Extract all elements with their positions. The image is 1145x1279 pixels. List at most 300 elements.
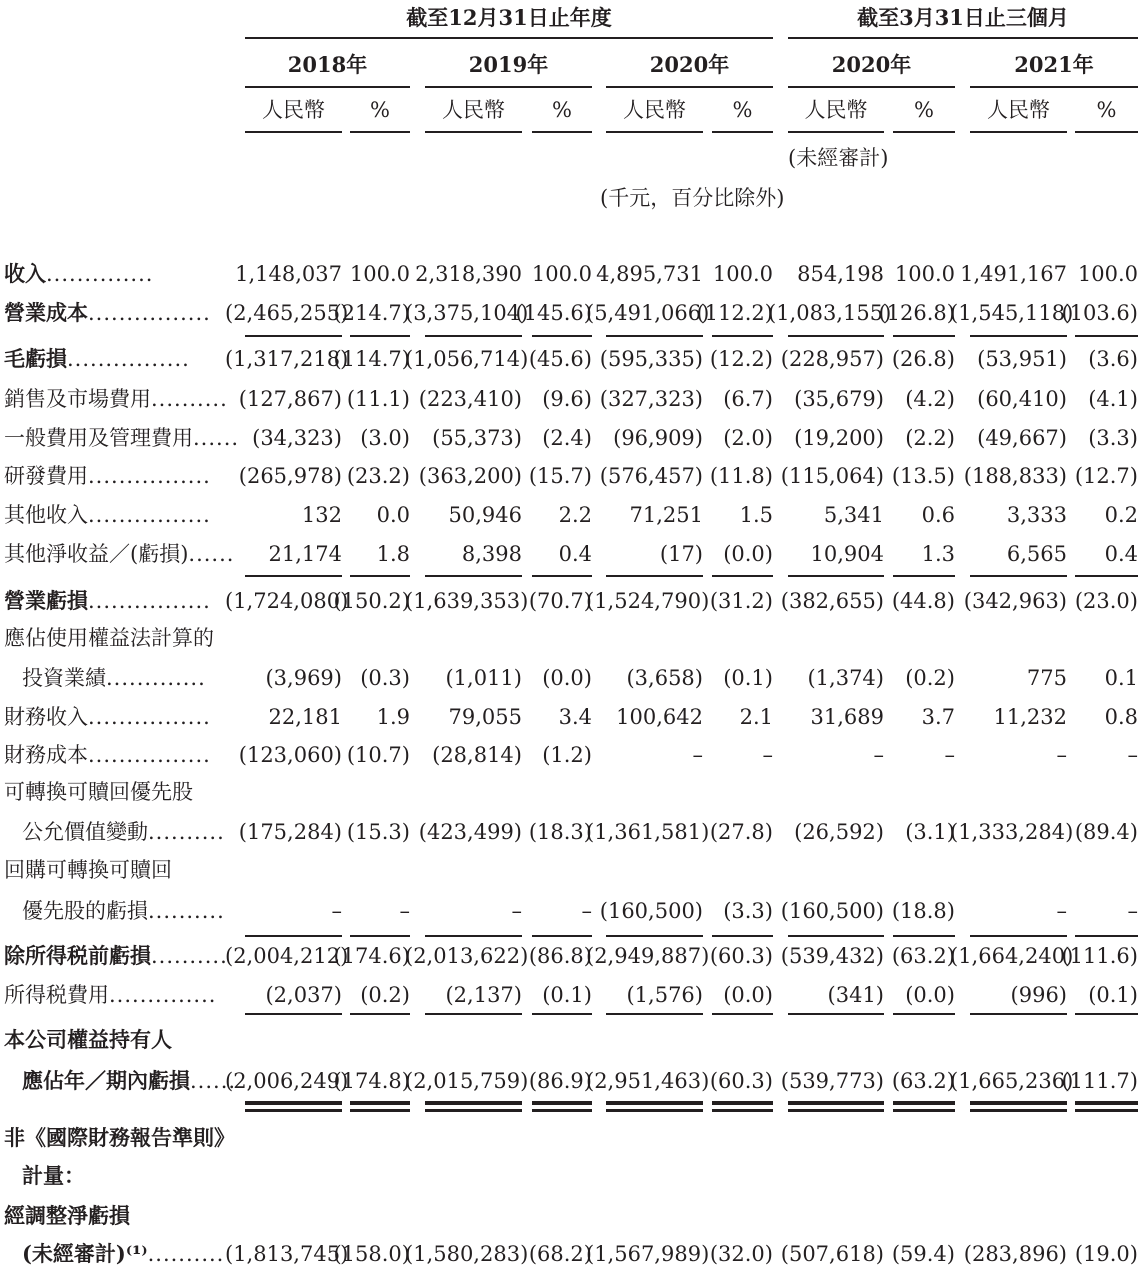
amount-cell: – [331,899,342,923]
divider [245,37,773,39]
amount-cell: (2,037) [265,983,342,1007]
amount-cell: 100,642 [616,705,703,729]
amount-cell: (1,083,155) [768,301,892,325]
rule-line [532,335,592,337]
amount-cell: 4,895,731 [596,262,703,286]
percent-cell: – [581,899,592,923]
row-label [4,589,211,613]
percent-cell: – [944,743,955,767]
divider [788,37,1138,39]
rule-line [788,131,884,133]
rule-line [350,335,410,337]
rule-line [245,335,342,337]
row-label-text: 公允價值變動 [22,820,148,844]
amount-cell: (2,951,463) [586,1069,710,1093]
percent-cell: (0.0) [542,666,592,690]
amount-cell: (1,011) [445,666,522,690]
percent-cell: 1.3 [921,542,955,566]
percent-cell: (44.8) [891,589,955,613]
amount-cell: – [511,899,522,923]
row-label [22,666,206,690]
currency-header: 人民幣 [987,98,1050,122]
amount-cell: (160,500) [599,899,703,923]
amount-cell: (341) [827,983,884,1007]
amount-cell: (1,545,118) [950,301,1074,325]
rule-line [425,335,522,337]
leader-dots: ...... [190,1069,237,1093]
amount-cell: (19,200) [794,426,884,450]
rule-line [893,131,955,133]
percent-cell: (12.7) [1074,464,1138,488]
year-header: 2021年 [1014,52,1094,77]
percent-cell: (112.2) [696,301,773,325]
percent-cell: (60.3) [709,1069,773,1093]
percent-cell: 3.4 [558,705,592,729]
row-label-text: 投資業績 [22,666,106,690]
rule-line [1075,335,1138,337]
amount-cell: (2,137) [445,983,522,1007]
amount-cell: 132 [301,503,342,527]
amount-cell: – [1056,743,1067,767]
percent-cell: 0.0 [376,503,410,527]
section-heading: 計量： [22,1163,85,1188]
amount-cell: (1,317,218) [225,347,349,371]
percent-cell: 1.8 [376,542,410,566]
rule-line [532,1013,592,1015]
percent-cell: (103.6) [1061,301,1138,325]
row-label-text: 毛虧損 [4,346,67,371]
percent-cell: (0.3) [360,666,410,690]
percent-cell: (23.0) [1074,589,1138,613]
rule-line [532,575,592,577]
amount-cell: (127,867) [238,387,342,411]
percent-cell: – [1127,743,1138,767]
percent-header: % [1096,98,1117,122]
double-rule-line [788,1101,884,1112]
row-label-prefix: 可轉換可贖回優先股 [4,780,193,804]
percent-cell: (15.7) [528,464,592,488]
row-label-prefix: 應佔使用權益法計算的 [4,626,214,650]
amount-cell: (34,323) [252,426,342,450]
amount-cell: 71,251 [629,503,703,527]
percent-cell: (0.0) [723,542,773,566]
percent-cell: (3.3) [1088,426,1138,450]
row-label [22,1069,236,1093]
row-label [4,464,211,488]
rule-line [788,1013,884,1015]
percent-header: % [732,98,753,122]
unaudited-label: (未經審計) [788,146,889,170]
percent-cell: (0.1) [723,666,773,690]
rule-line [788,935,884,937]
row-label-text: 財務收入 [4,705,88,729]
rule-line [1075,1013,1138,1015]
percent-cell: (4.2) [905,387,955,411]
row-label [22,820,225,844]
double-rule-line [245,1101,342,1112]
amount-cell: (283,896) [963,1242,1067,1266]
year-header: 2020年 [831,52,912,77]
rule-line [606,575,703,577]
row-label-text: 一般費用及管理費用 [4,426,193,450]
amount-cell: (382,655) [780,589,884,613]
percent-cell: (89.4) [1074,820,1138,844]
percent-cell: 0.1 [1104,666,1138,690]
rule-line [788,86,955,88]
amount-cell: (507,618) [780,1242,884,1266]
rule-line [1075,575,1138,577]
amount-cell: (3,969) [265,666,342,690]
currency-header: 人民幣 [623,98,686,122]
amount-cell: (2,004,212) [225,944,349,968]
percent-cell: (10.7) [346,743,410,767]
percent-cell: (31.2) [709,589,773,613]
row-label [4,301,211,325]
amount-cell: (3,375,104) [405,301,529,325]
leader-dots: ............. [106,666,206,690]
row-label [22,899,225,923]
double-rule-line [532,1101,592,1112]
percent-cell: (12.2) [709,347,773,371]
row-label-text: (未經審計)⁽¹⁾ [22,1241,148,1266]
percent-cell: (145.6) [515,301,592,325]
percent-cell: (18.8) [891,899,955,923]
percent-cell: 100.0 [894,262,955,286]
leader-dots: .......... [147,1242,225,1266]
percent-cell: 3.7 [921,705,955,729]
percent-cell: (11.1) [346,387,410,411]
leader-dots: .......... [151,387,228,411]
rule-line [606,1013,703,1015]
rule-line [970,935,1067,937]
leader-dots: ...... [188,542,235,566]
percent-cell: (2.2) [905,426,955,450]
leader-dots: .......... [151,944,228,968]
leader-dots: ................ [88,589,211,613]
amount-cell: (53,951) [977,347,1067,371]
amount-cell: (2,949,887) [586,944,710,968]
amount-cell: (576,457) [599,464,703,488]
row-label-text: 收入 [4,261,46,286]
amount-cell: (26,592) [794,820,884,844]
row-label [4,743,211,767]
amount-cell: (2,006,249) [225,1069,349,1093]
amount-cell: (996) [1010,983,1067,1007]
rule-line [788,335,884,337]
amount-cell: (188,833) [963,464,1067,488]
percent-cell: 100.0 [349,262,410,286]
percent-cell: (174.8) [333,1069,410,1093]
amount-cell: (265,978) [238,464,342,488]
row-label-text: 優先股的虧損 [22,899,148,923]
double-rule-line [893,1101,955,1112]
row-label [22,1242,224,1266]
amount-cell: (35,679) [794,387,884,411]
percent-cell: (63.2) [891,1069,955,1093]
row-label-text: 其他淨收益／(虧損) [4,542,189,566]
amount-cell: 79,055 [448,705,522,729]
percent-cell: (111.6) [1061,944,1138,968]
percent-cell: (3.0) [360,426,410,450]
percent-cell: – [399,899,410,923]
percent-cell: (70.7) [528,589,592,613]
percent-cell: (3.3) [723,899,773,923]
row-label-text: 研發費用 [4,464,88,488]
percent-cell: 1.9 [376,705,410,729]
percent-cell: (0.1) [542,983,592,1007]
percent-cell: 0.6 [921,503,955,527]
percent-cell: (4.1) [1088,387,1138,411]
amount-cell: (5,491,066) [586,301,710,325]
amount-cell: (342,963) [963,589,1067,613]
rule-line [425,86,592,88]
double-rule-line [1075,1101,1138,1112]
row-label-text: 財務成本 [4,743,88,767]
rule-line [350,131,410,133]
double-rule-line [350,1101,410,1112]
amount-cell: 8,398 [461,542,522,566]
leader-dots: ................ [88,705,211,729]
amount-cell: (17) [659,542,703,566]
percent-cell: (126.8) [878,301,955,325]
percent-cell: (27.8) [709,820,773,844]
rule-line [606,335,703,337]
rule-line [350,935,410,937]
row-label-text: 除所得税前虧損 [4,943,151,968]
leader-dots: ................ [88,301,211,325]
rule-line [712,575,773,577]
percent-cell: (11.8) [709,464,773,488]
row-label [4,944,228,968]
rule-line [712,335,773,337]
percent-cell: (0.2) [360,983,410,1007]
rule-line [606,935,703,937]
percent-cell: 2.2 [558,503,592,527]
currency-header: 人民幣 [262,98,325,122]
rule-line [606,86,773,88]
rule-line [425,575,522,577]
rule-line [1075,131,1138,133]
percent-cell: – [1127,899,1138,923]
double-rule-line [425,1101,522,1112]
amount-cell: 5,341 [823,503,884,527]
rule-line [532,131,592,133]
amount-cell: (228,957) [780,347,884,371]
amount-cell: 2,318,390 [415,262,522,286]
amount-cell: (1,664,240) [950,944,1074,968]
percent-cell: (0.0) [905,983,955,1007]
percent-cell: (214.7) [333,301,410,325]
row-label-text: 營業虧損 [4,588,88,613]
amount-cell: 22,181 [268,705,342,729]
amount-cell: (115,064) [780,464,884,488]
percent-cell: (114.7) [333,347,410,371]
unit-note: (千元，百分比除外) [600,186,785,210]
amount-cell: 31,689 [810,705,884,729]
rule-line [893,575,955,577]
percent-cell: 0.2 [1104,503,1138,527]
amount-cell: 1,148,037 [235,262,342,286]
amount-cell: – [692,743,703,767]
percent-cell: 100.0 [1077,262,1138,286]
amount-cell: 10,904 [810,542,884,566]
amount-cell: 50,946 [448,503,522,527]
rule-line [245,1013,342,1015]
amount-cell: (1,580,283) [405,1242,529,1266]
amount-cell: (1,665,236) [950,1069,1074,1093]
percent-cell: (13.5) [891,464,955,488]
leader-dots: .......... [148,899,225,923]
amount-cell: (1,374) [807,666,884,690]
percent-cell: (23.2) [346,464,410,488]
percent-cell: 2.1 [739,705,773,729]
percent-cell: (86.9) [528,1069,592,1093]
percent-cell: (19.0) [1074,1242,1138,1266]
amount-cell: (1,056,714) [405,347,529,371]
leader-dots: ...... [193,426,240,450]
row-label [4,426,239,450]
row-label-text: 應佔年／期內虧損 [22,1068,190,1093]
row-label-prefix: 回購可轉換可贖回 [4,858,172,882]
percent-cell: (111.7) [1061,1069,1138,1093]
amount-cell: – [873,743,884,767]
amount-cell: (327,323) [599,387,703,411]
amount-cell: (223,410) [418,387,522,411]
amount-cell: (55,373) [432,426,522,450]
percent-header: % [370,98,390,122]
rule-line [970,1013,1067,1015]
percent-cell: (0.1) [1088,983,1138,1007]
rule-line [532,935,592,937]
percent-cell: (45.6) [528,347,592,371]
percent-cell: (2.4) [542,426,592,450]
row-label-text: 營業成本 [4,300,88,325]
rule-line [245,86,410,88]
percent-cell: 0.8 [1104,705,1138,729]
rule-line [970,86,1138,88]
amount-cell: (1,576) [626,983,703,1007]
percent-header: % [552,98,572,122]
amount-cell: (96,909) [613,426,703,450]
percent-cell: (26.8) [891,347,955,371]
rule-line [893,335,955,337]
percent-cell: (150.2) [333,589,410,613]
rule-line [350,575,410,577]
amount-cell: (2,013,622) [405,944,529,968]
percent-cell: 100.0 [712,262,773,286]
rule-line [425,131,522,133]
leader-dots: .......... [148,820,225,844]
percent-cell: 0.4 [558,542,592,566]
rule-line [1075,935,1138,937]
amount-cell: (2,465,255) [225,301,349,325]
leader-dots: .............. [109,983,217,1007]
percent-cell: 100.0 [531,262,592,286]
amount-cell: (423,499) [418,820,522,844]
percent-cell: (0.0) [723,983,773,1007]
row-label [4,542,234,566]
percent-cell: (158.0) [333,1242,410,1266]
period-year-heading: 截至12月31日止年度 [406,5,612,30]
percent-cell: (63.2) [891,944,955,968]
amount-cell: (123,060) [238,743,342,767]
row-label [4,347,190,371]
percent-cell: (18.3) [528,820,592,844]
amount-cell: (1,333,284) [950,820,1074,844]
leader-dots: ................ [88,503,211,527]
percent-cell: 1.5 [739,503,773,527]
rule-line [893,1013,955,1015]
percent-cell: (59.4) [891,1242,955,1266]
rule-line [425,1013,522,1015]
rule-line [893,935,955,937]
leader-dots: ................ [88,464,211,488]
percent-cell: (2.0) [723,426,773,450]
rule-line [350,1013,410,1015]
amount-cell: 6,565 [1006,542,1067,566]
rule-line [245,131,342,133]
rule-line [712,131,773,133]
percent-cell: (86.8) [528,944,592,968]
row-label-text: 所得税費用 [4,983,109,1007]
percent-cell: (9.6) [542,387,592,411]
rule-line [712,935,773,937]
amount-cell: 3,333 [1006,503,1067,527]
row-label [4,503,211,527]
section-heading: 非《國際財務報告準則》 [4,1125,235,1150]
rule-line [245,935,342,937]
period-quarter-heading: 截至3月31日止三個月 [857,5,1069,30]
row-label [4,705,211,729]
double-rule-line [712,1101,773,1112]
row-label [4,262,153,286]
currency-header: 人民幣 [442,98,505,122]
row-label-text: 銷售及市場費用 [4,387,151,411]
year-header: 2019年 [468,52,549,77]
percent-cell: (60.3) [709,944,773,968]
percent-cell: – [762,743,773,767]
leader-dots: .............. [46,262,154,286]
percent-cell: (68.2) [528,1242,592,1266]
percent-cell: (15.3) [346,820,410,844]
percent-cell: (6.7) [723,387,773,411]
amount-cell: – [1056,899,1067,923]
amount-cell: (595,335) [599,347,703,371]
amount-cell: (1,813,745) [225,1242,349,1266]
row-label-text: 其他收入 [4,503,88,527]
percent-cell: (174.6) [333,944,410,968]
rule-line [788,575,884,577]
row-label-prefix: 本公司權益持有人 [4,1027,172,1052]
percent-header: % [914,98,934,122]
percent-cell: (3.6) [1088,347,1138,371]
amount-cell: 854,198 [797,262,884,286]
percent-cell: 0.4 [1104,542,1138,566]
amount-cell: (28,814) [432,743,522,767]
amount-cell: (1,639,353) [405,589,529,613]
percent-cell: (1.2) [542,743,592,767]
amount-cell: (2,015,759) [405,1069,529,1093]
rule-line [425,935,522,937]
year-header: 2018年 [287,52,368,77]
year-header: 2020年 [649,52,730,77]
leader-dots: ................ [88,743,211,767]
amount-cell: 1,491,167 [960,262,1067,286]
amount-cell: (175,284) [238,820,342,844]
amount-cell: 775 [1026,666,1067,690]
double-rule-line [970,1101,1067,1112]
amount-cell: 11,232 [993,705,1067,729]
